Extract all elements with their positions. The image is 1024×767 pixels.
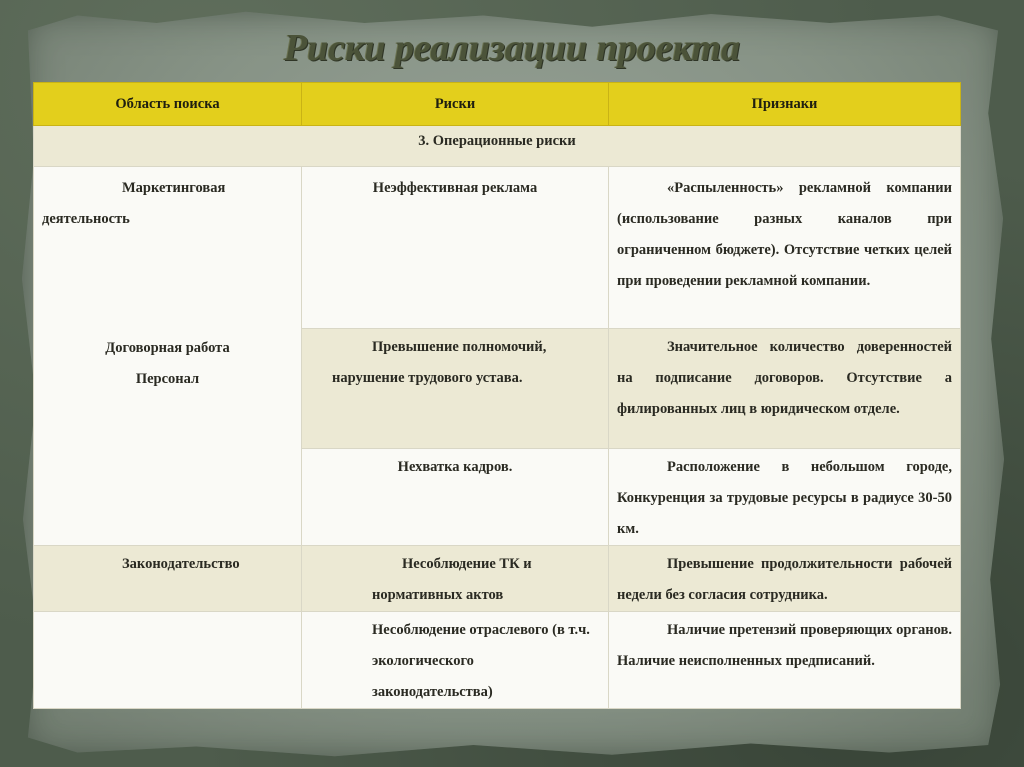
area-contract: Договорная работа <box>105 340 230 356</box>
table-row <box>34 612 961 709</box>
risks-table <box>33 82 961 709</box>
risk-cell: Несоблюдение отраслевого (в т.ч. экологического законодательства) <box>302 612 609 709</box>
sign-cell: Превышение продолжительности рабочей недели без согласия сотрудника. <box>609 546 961 612</box>
area-marketing: Маркетинговая деятельность <box>42 180 226 227</box>
area-cell-empty <box>34 612 302 709</box>
header-area: Область поиска <box>34 83 302 126</box>
table-row <box>34 167 961 329</box>
sign-cell: Расположение в небольшом городе, Конкуренция за трудовые ресурсы в радиусе 30-50 км. <box>609 449 961 546</box>
slide-title: Риски реализации проекта <box>283 27 741 69</box>
risk-cell: Несоблюдение ТК и нормативных актов <box>302 546 609 612</box>
header-row <box>34 83 961 126</box>
area-cell <box>34 167 302 546</box>
sign-cell: «Распыленность» рекламной компании (использование разных каналов при ограниченном бюджете). Отсутствие четких целей при проведении рекламной компании. <box>609 167 961 329</box>
sign-cell: Значительное количество доверенностей на подписание договоров. Отсутствие а филированных лиц в юридическом отделе. <box>609 329 961 449</box>
header-signs: Признаки <box>609 83 961 126</box>
risk-cell: Превышение полномочий, нарушение трудового устава. <box>302 329 609 449</box>
risk-cell: Нехватка кадров. <box>302 449 609 546</box>
section-row <box>34 126 961 167</box>
risk-cell: Неэффективная реклама <box>302 167 609 329</box>
header-risks: Риски <box>302 83 609 126</box>
section-title: 3. Операционные риски <box>34 126 961 167</box>
sign-cell: Наличие претензий проверяющих органов. Наличие неисполненных предписаний. <box>609 612 961 709</box>
table-row <box>34 546 961 612</box>
area-staff: Персонал <box>135 371 200 387</box>
area-cell-law: Законодательство <box>34 546 302 612</box>
